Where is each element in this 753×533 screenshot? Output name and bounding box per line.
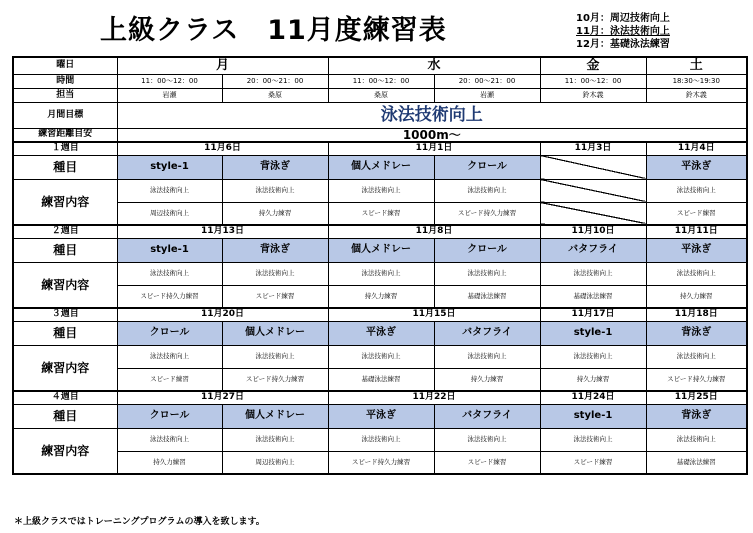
- content-cell: 持久力練習: [646, 285, 747, 308]
- content-cell: 持久力練習: [328, 285, 434, 308]
- time-cell: 11：00〜12：00: [540, 74, 646, 88]
- content-cell: 泳法技術向上: [328, 179, 434, 202]
- week-label: １週目: [13, 142, 117, 155]
- week-date: 11月25日: [646, 391, 747, 404]
- week-label: ４週目: [13, 391, 117, 404]
- monthly-theme-legend: [576, 12, 670, 51]
- event-cell: style-1: [540, 321, 646, 345]
- content-cell: 基礎泳法練習: [540, 285, 646, 308]
- week-date: 11月6日: [117, 142, 328, 155]
- week-date: 11月22日: [328, 391, 540, 404]
- week-date: 11月1日: [328, 142, 540, 155]
- event-cell: 背泳ぎ: [646, 321, 747, 345]
- week-date: 11月3日: [540, 142, 646, 155]
- content-label: 練習内容: [13, 345, 117, 391]
- content-cell: スピード練習: [540, 451, 646, 474]
- content-cell: 泳法技術向上: [434, 428, 540, 451]
- event-cell: バタフライ: [434, 321, 540, 345]
- content-cell: スピード練習: [646, 202, 747, 225]
- event-cell: style-1: [540, 404, 646, 428]
- event-cell: 個人メドレー: [222, 404, 328, 428]
- content-cell: 泳法技術向上: [117, 179, 222, 202]
- week-date: 11月27日: [117, 391, 328, 404]
- content-label: 練習内容: [13, 179, 117, 225]
- legend-item-december: 12月：基礎泳法練習: [576, 39, 670, 50]
- content-cell: 持久力練習: [222, 202, 328, 225]
- content-cell: 泳法技術向上: [434, 345, 540, 368]
- event-cell: バタフライ: [540, 238, 646, 262]
- legend-item-november: 11月：泳法技術向上: [576, 26, 670, 37]
- event-cell: クロール: [117, 404, 222, 428]
- event-cell: 平泳ぎ: [328, 321, 434, 345]
- content-cell: スピード練習: [328, 202, 434, 225]
- content-cell: スピード持久力練習: [646, 368, 747, 391]
- content-cell: 泳法技術向上: [328, 345, 434, 368]
- content-cell: 泳法技術向上: [434, 179, 540, 202]
- event-cell: クロール: [434, 238, 540, 262]
- content-cell: 泳法技術向上: [117, 345, 222, 368]
- footnote: ＊上級クラスではトレーニングプログラムの導入を致します。: [14, 517, 265, 527]
- week-date: 11月24日: [540, 391, 646, 404]
- day-friday: 金: [540, 57, 646, 74]
- content-label: 練習内容: [13, 428, 117, 474]
- content-cell: 泳法技術向上: [222, 345, 328, 368]
- legend-item-october: 10月：周辺技術向上: [576, 13, 670, 24]
- content-cell: 泳法技術向上: [646, 179, 747, 202]
- content-cell: 周辺技術向上: [222, 451, 328, 474]
- event-cell: 背泳ぎ: [222, 238, 328, 262]
- event-cell: クロール: [117, 321, 222, 345]
- time-label: 時間: [13, 74, 117, 88]
- content-cell: 泳法技術向上: [328, 428, 434, 451]
- event-cell: style-1: [117, 238, 222, 262]
- coach-cell: 岩瀬: [434, 88, 540, 102]
- coach-cell: 鈴木義: [540, 88, 646, 102]
- week-label: ３週目: [13, 308, 117, 321]
- event-cell: style-1: [117, 155, 222, 179]
- event-cell: バタフライ: [434, 404, 540, 428]
- content-cell: 泳法技術向上: [222, 179, 328, 202]
- content-cell: 泳法技術向上: [117, 428, 222, 451]
- day-saturday: 土: [646, 57, 747, 74]
- distance-label: 練習距離目安: [13, 128, 117, 142]
- event-cell: 個人メドレー: [222, 321, 328, 345]
- content-label: 練習内容: [13, 262, 117, 308]
- week-date: 11月4日: [646, 142, 747, 155]
- page-title: 上級クラス 11月度練習表: [100, 15, 447, 46]
- content-cell: 泳法技術向上: [434, 262, 540, 285]
- event-label: 種目: [13, 404, 117, 428]
- content-cell: 泳法技術向上: [222, 262, 328, 285]
- content-cell: スピード練習: [117, 368, 222, 391]
- event-cell: 個人メドレー: [328, 238, 434, 262]
- event-label: 種目: [13, 321, 117, 345]
- content-cell: 周辺技術向上: [117, 202, 222, 225]
- event-label: 種目: [13, 155, 117, 179]
- content-cell: スピード練習: [434, 451, 540, 474]
- content-cell: 持久力練習: [117, 451, 222, 474]
- week-date: 11月11日: [646, 225, 747, 238]
- day-wednesday: 水: [328, 57, 540, 74]
- distance-value: 1000m〜: [117, 128, 747, 142]
- time-cell: 20：00〜21：00: [222, 74, 328, 88]
- week-date: 11月8日: [328, 225, 540, 238]
- week-label: ２週目: [13, 225, 117, 238]
- day-monday: 月: [117, 57, 328, 74]
- monthly-goal-value: 泳法技術向上: [117, 102, 747, 128]
- content-cell: [540, 179, 646, 202]
- content-cell: 泳法技術向上: [540, 262, 646, 285]
- time-cell: 11：00〜12：00: [328, 74, 434, 88]
- content-cell: スピード持久力練習: [434, 202, 540, 225]
- content-cell: 泳法技術向上: [117, 262, 222, 285]
- week-date: 11月18日: [646, 308, 747, 321]
- week-date: 11月10日: [540, 225, 646, 238]
- coach-cell: 桑原: [222, 88, 328, 102]
- content-cell: [540, 202, 646, 225]
- event-cell: 背泳ぎ: [646, 404, 747, 428]
- content-cell: 基礎泳法練習: [646, 451, 747, 474]
- event-cell: 平泳ぎ: [646, 155, 747, 179]
- coach-label: 担当: [13, 88, 117, 102]
- event-cell: 平泳ぎ: [328, 404, 434, 428]
- content-cell: スピード練習: [222, 285, 328, 308]
- content-cell: 基礎泳法練習: [434, 285, 540, 308]
- weekday-label: 曜日: [13, 57, 117, 74]
- coach-cell: 岩瀬: [117, 88, 222, 102]
- coach-cell: 桑原: [328, 88, 434, 102]
- content-cell: 泳法技術向上: [222, 428, 328, 451]
- content-cell: 基礎泳法練習: [328, 368, 434, 391]
- event-label: 種目: [13, 238, 117, 262]
- content-cell: 持久力練習: [540, 368, 646, 391]
- event-cell: 平泳ぎ: [646, 238, 747, 262]
- week-date: 11月15日: [328, 308, 540, 321]
- event-cell: 個人メドレー: [328, 155, 434, 179]
- content-cell: 泳法技術向上: [646, 345, 747, 368]
- content-cell: スピード持久力練習: [328, 451, 434, 474]
- content-cell: 泳法技術向上: [646, 428, 747, 451]
- coach-cell: 鈴木義: [646, 88, 747, 102]
- content-cell: 泳法技術向上: [328, 262, 434, 285]
- content-cell: 泳法技術向上: [646, 262, 747, 285]
- content-cell: スピード持久力練習: [222, 368, 328, 391]
- content-cell: 泳法技術向上: [540, 345, 646, 368]
- content-cell: 持久力練習: [434, 368, 540, 391]
- monthly-goal-label: 月間目標: [13, 102, 117, 128]
- practice-schedule-table: [12, 56, 748, 475]
- week-date: 11月17日: [540, 308, 646, 321]
- event-cell: 背泳ぎ: [222, 155, 328, 179]
- time-cell: 18:30〜19:30: [646, 74, 747, 88]
- week-date: 11月13日: [117, 225, 328, 238]
- content-cell: 泳法技術向上: [540, 428, 646, 451]
- time-cell: 20：00〜21：00: [434, 74, 540, 88]
- event-cell: [540, 155, 646, 179]
- event-cell: クロール: [434, 155, 540, 179]
- time-cell: 11：00〜12：00: [117, 74, 222, 88]
- week-date: 11月20日: [117, 308, 328, 321]
- content-cell: スピード持久力練習: [117, 285, 222, 308]
